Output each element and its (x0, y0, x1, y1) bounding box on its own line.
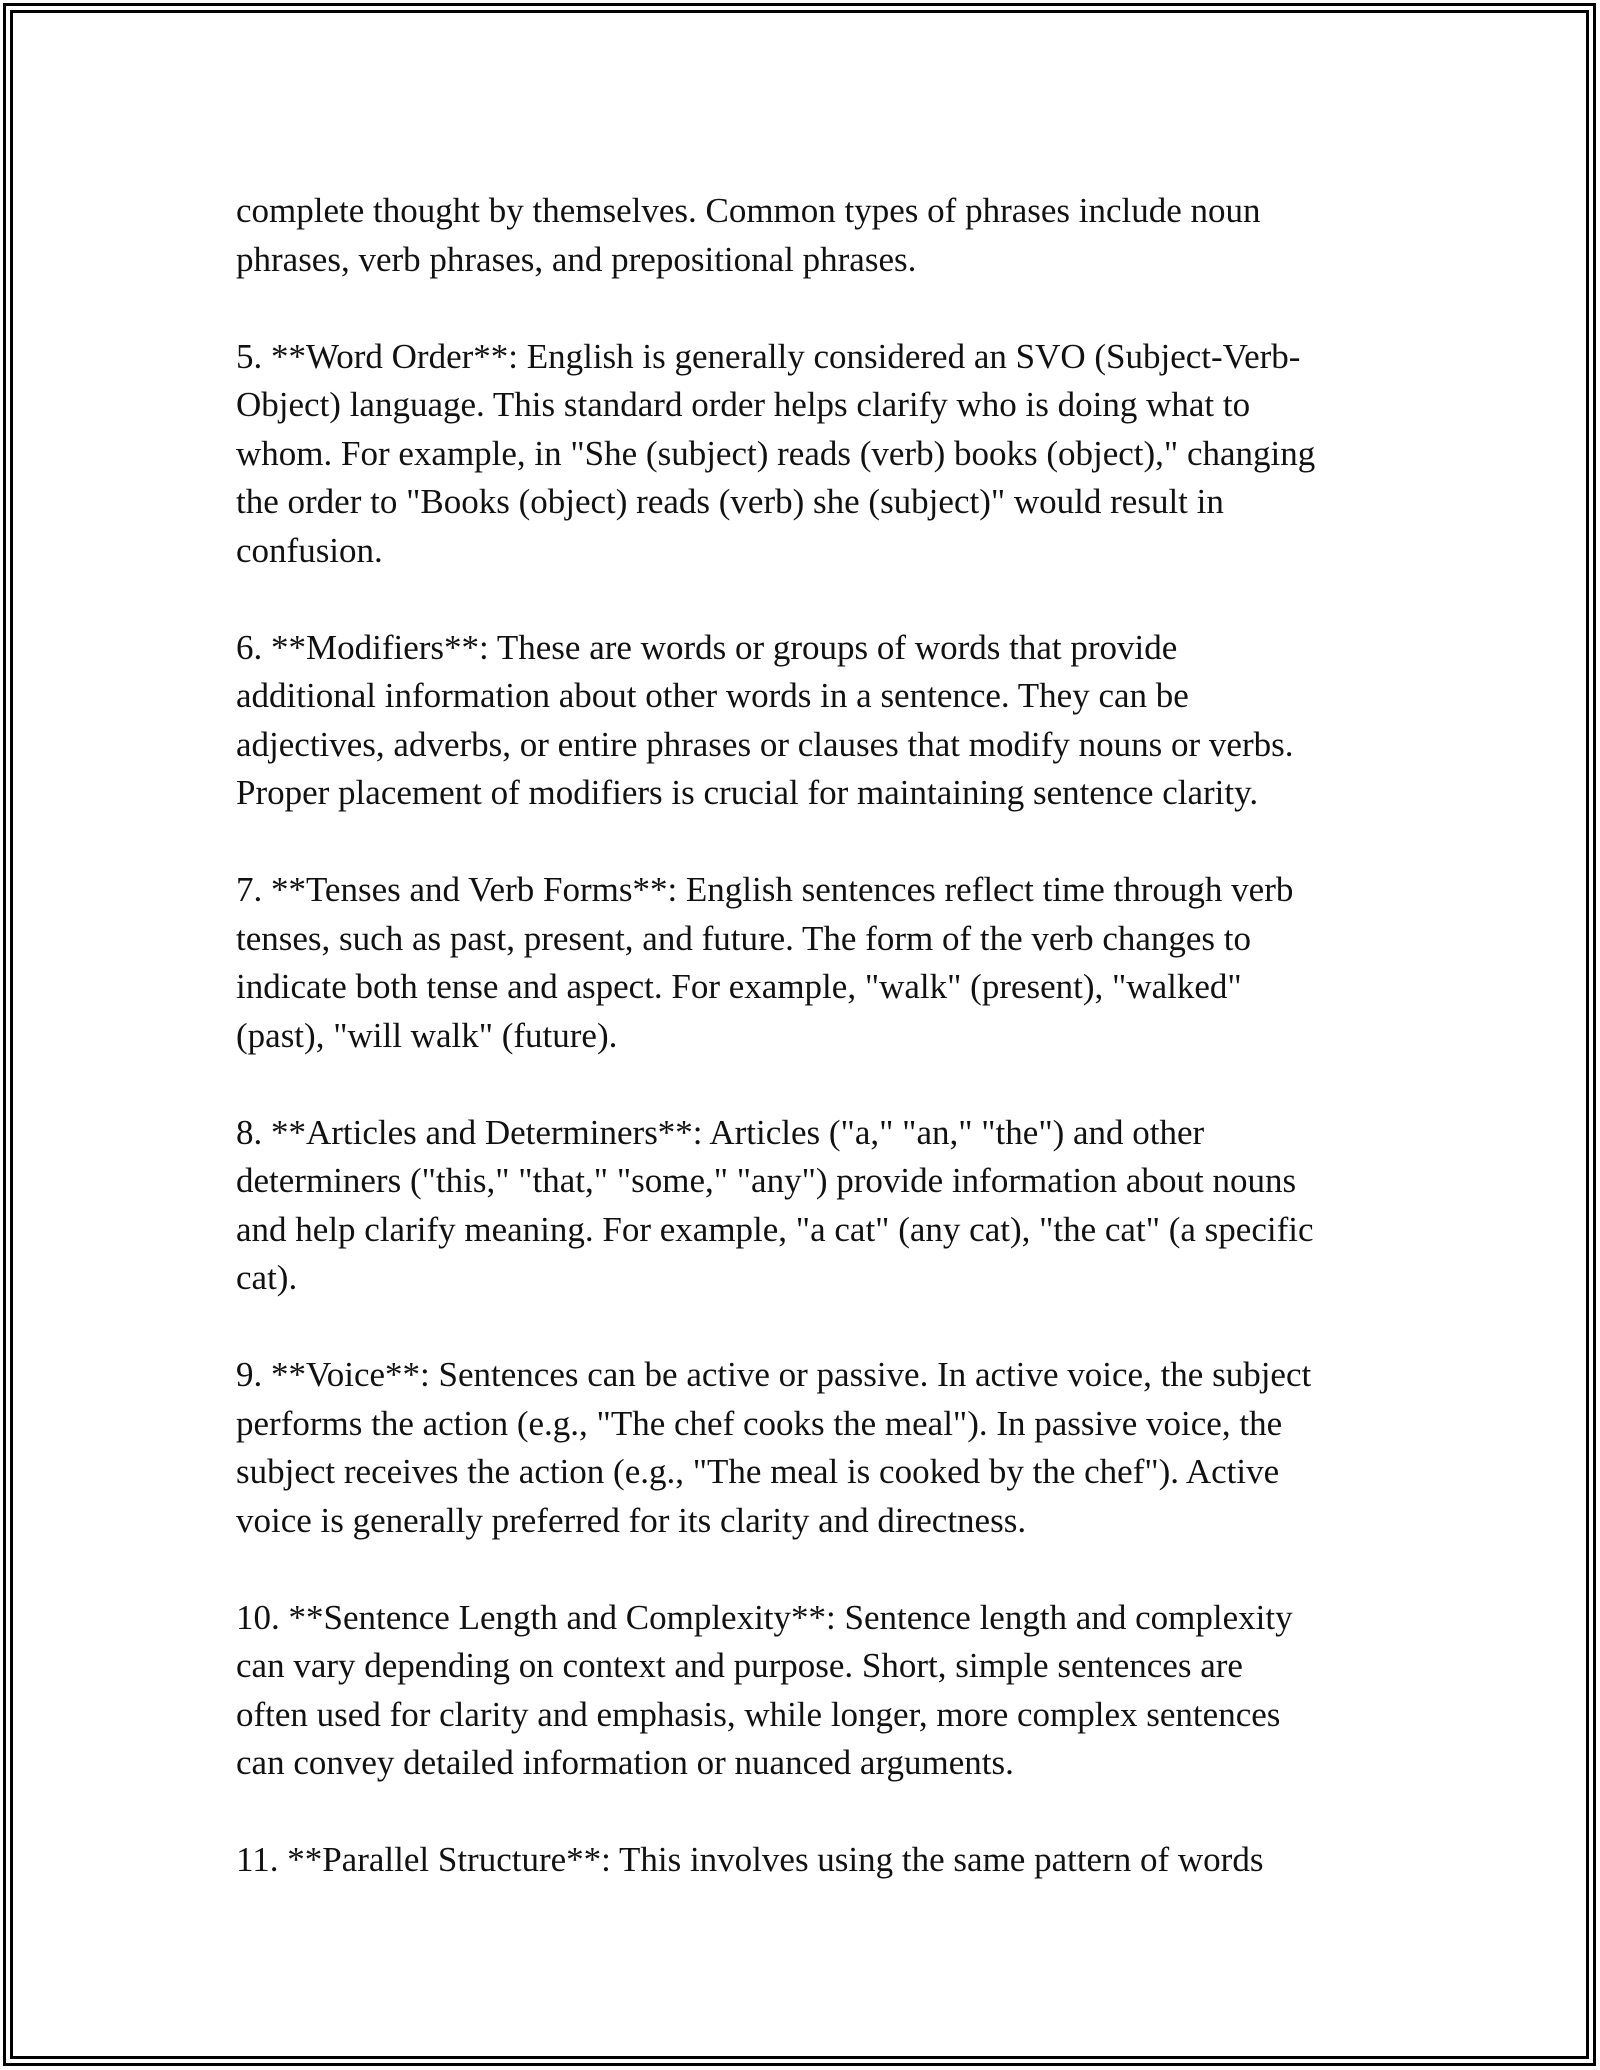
paragraph-tenses-verb-forms: 7. **Tenses and Verb Forms**: English sentences reflect time through verb tenses, such as past, present, and future. The form of the verb changes to indicate both tense and aspect. For example, "walk" (present), "walked" (past), "will walk" (future). (236, 870, 1294, 1055)
paragraph-parallel-structure: 11. **Parallel Structure**: This involves using the same pattern of words (236, 1840, 1264, 1879)
paragraph-voice: 9. **Voice**: Sentences can be active or passive. In active voice, the subject performs the action (e.g., "The chef cooks the meal"). In passive voice, the subject receives the action (e.g., "The meal is cooked by the chef"). Active voice is generally preferred for its clarity and directness. (236, 1355, 1312, 1540)
paragraph-modifiers: 6. **Modifiers**: These are words or groups of words that provide additional information about other words in a sentence. They can be adjectives, adverbs, or entire phrases or clauses that modify nouns or verbs. Proper placement of modifiers is crucial for maintaining sentence clarity. (236, 627, 1294, 812)
paragraph-articles-determiners: 8. **Articles and Determiners**: Articles ("a," "an," "the") and other determiners ("this," "that," "some," "any") provide information about nouns and help clarify meaning. For example, "a cat" (any cat), "the cat" (a specific cat). (236, 1112, 1314, 1297)
paragraph-phrases-continuation: complete thought by themselves. Common types of phrases include noun phrases, verb phrases, and prepositional phrases. (236, 191, 1261, 279)
document-body (236, 187, 1386, 1885)
paragraph-sentence-length: 10. **Sentence Length and Complexity**: Sentence length and complexity can vary depending on context and purpose. Short, simple sentences are often used for clarity and emphasis, while longer, more complex sentences can convey detailed information or nuanced arguments. (236, 1597, 1293, 1782)
paragraph-word-order: 5. **Word Order**: English is generally considered an SVO (Subject-Verb- Object) language. This standard order helps clarify who is doing what to whom. For example, in "She (subject) reads (verb) books (object)," changing the order to "Books (object) reads (verb) she (subject)" would result in confusion. (236, 336, 1316, 570)
